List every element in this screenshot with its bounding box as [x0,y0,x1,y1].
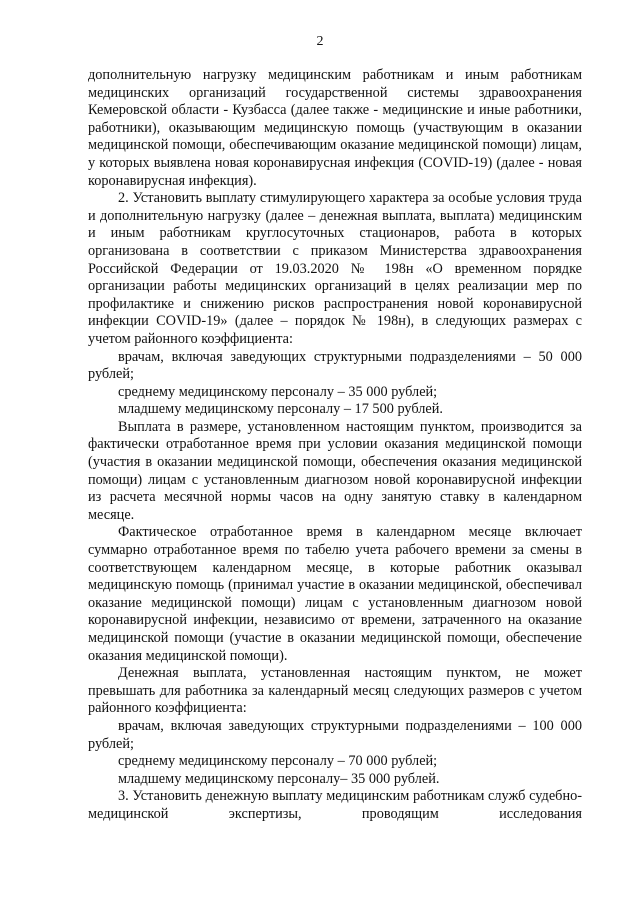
paragraph-doctors-amount: врачам, включая заведующих структурными подразделениями – 50 000 рублей; [88,348,582,383]
paragraph-doctors-max: врачам, включая заведующих структурными подразделениями – 100 000 рублей; [88,717,582,752]
paragraph-item-2: 2. Установить выплату стимулирующего характера за особые условия труда и дополнительную нагрузку (далее – денежная выплата, выплата) медицинским и иным работникам круглосуточных стационаров, работа в которых организована в соответствии с приказом Министерства здравоохранения Российской Федерации от 19.03.2020 № 198н «О временном порядке организации работы медицинских организаций в целях реализации мер по профилактике и снижению рисков распространения новой коронавирусной инфекции COVID-19» (далее – порядок № 198н), в следующих размерах с учетом районного коэффициента: [88,190,582,347]
paragraph-mid-staff-max: среднему медицинскому персоналу – 70 000 рублей; [118,753,438,770]
document-body [88,67,582,824]
paragraph-junior-staff-amount: младшему медицинскому персоналу – 17 500 рублей. [118,401,443,418]
paragraph-continuation: дополнительную нагрузку медицинским работникам и иным работникам медицинских организаций государственной системы здравоохранения Кемеровской области - Кузбасса (далее также - медицинские и иные работники, работники), оказывающим медицинскую помощь (участвующим в оказании медицинской помощи, обеспечивающим оказание медицинской помощи) лицам, у которых выявлена новая коронавирусная инфекция (COVID-19) (далее - новая коронавирусная инфекция). [88,67,582,189]
paragraph-junior-staff-max: младшему медицинскому персоналу– 35 000 рублей. [118,770,440,787]
paragraph-item-3: 3. Установить денежную выплату медицинским работникам служб судебно-медицинской экспертизы, проводящим исследования [88,788,582,822]
paragraph-max-payment: Денежная выплата, установленная настоящим пунктом, не может превышать для работника за календарный месяц следующих размеров с учетом районного коэффициента: [88,665,582,717]
page-number: 2 [316,34,324,49]
paragraph-mid-staff-amount: среднему медицинскому персоналу – 35 000 рублей; [118,383,438,400]
paragraph-payment-conditions: Выплата в размере, установленном настоящим пунктом, производится за фактически отработанное время при условии оказания медицинской помощи (участия в оказании медицинской помощи, обеспечения оказания медицинской помощи) лицам с установленным диагнозом новой коронавирусной инфекции из расчета месячной нормы часов на одну занятую ставку в календарном месяце. [88,418,582,523]
paragraph-actual-time: Фактическое отработанное время в календарном месяце включает суммарно отработанное время по табелю учета рабочего времени за смены в соответствующем календарном месяце, в которые работник оказывал медицинскую помощь (принимал участие в оказании медицинской, обеспечивал оказание медицинской помощи) лицам с установленным диагнозом новой коронавирусной инфекции, независимо от времени, затраченного на оказание медицинской помощи (участие в оказании медицинской помощи, обеспечение оказания медицинской помощи). [88,524,582,664]
